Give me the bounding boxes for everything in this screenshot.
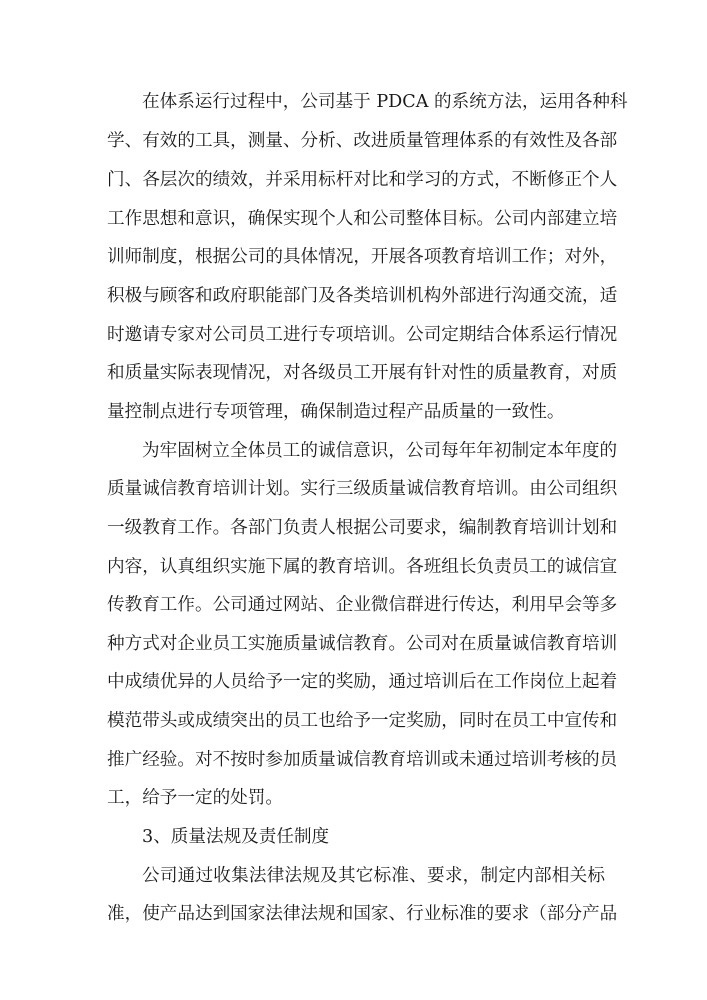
- paragraph-1-line-7: 时邀请专家对公司员工进行专项培训。公司定期结合体系运行情况: [107, 325, 618, 345]
- paragraph-1-line-1: 在体系运行过程中，公司基于 PDCA 的系统方法，运用各种科: [142, 92, 628, 112]
- paragraph-2-line-7: 中成绩优异的人员给予一定的奖励，通过培训后在工作岗位上起着: [107, 672, 618, 692]
- paragraph-2-line-9: 推广经验。对不按时参加质量诚信教育培训或未通过培训考核的员: [107, 750, 618, 770]
- paragraph-2-line-3: 一级教育工作。各部门负责人根据公司要求，编制教育培训计划和: [107, 518, 618, 538]
- paragraph-1-line-2: 学、有效的工具，测量、分析、改进质量管理体系的有效性及各部: [107, 131, 618, 151]
- paragraph-1-line-5: 训师制度，根据公司的具体情况，开展各项教育培训工作；对外，: [107, 247, 618, 267]
- paragraph-3-line-2: 准，使产品达到国家法律法规和国家、行业标准的要求（部分产品: [107, 904, 618, 924]
- paragraph-1-line-8: 和质量实际表现情况，对各级员工开展有针对性的质量教育，对质: [107, 363, 618, 383]
- paragraph-1-line-4: 工作思想和意识，确保实现个人和公司整体目标。公司内部建立培: [107, 209, 618, 229]
- paragraph-1-line-6: 积极与顾客和政府职能部门及各类培训机构外部进行沟通交流，适: [107, 286, 618, 306]
- paragraph-2-line-2: 质量诚信教育培训计划。实行三级质量诚信教育培训。由公司组织: [107, 479, 618, 499]
- paragraph-1-line-3: 门、各层次的绩效，并采用标杆对比和学习的方式，不断修正个人: [107, 170, 618, 190]
- paragraph-2-line-4: 内容，认真组织实施下属的教育培训。各班组长负责员工的诚信宣: [107, 557, 618, 577]
- paragraph-1-line-9: 量控制点进行专项管理，确保制造过程产品质量的一致性。: [107, 402, 565, 422]
- section-heading: 3、质量法规及责任制度: [142, 827, 330, 847]
- paragraph-2-line-1: 为牢固树立全体员工的诚信意识，公司每年年初制定本年度的: [142, 441, 618, 461]
- paragraph-2-line-5: 传教育工作。公司通过网站、企业微信群进行传达，利用早会等多: [107, 595, 618, 615]
- paragraph-2-line-6: 种方式对企业员工实施质量诚信教育。公司对在质量诚信教育培训: [107, 634, 618, 654]
- paragraph-2-line-8: 模范带头或成绩突出的员工也给予一定奖励，同时在员工中宣传和: [107, 711, 618, 731]
- paragraph-3-line-1: 公司通过收集法律法规及其它标准、要求，制定内部相关标: [142, 866, 605, 886]
- paragraph-2-line-10: 工，给予一定的处罚。: [107, 788, 283, 808]
